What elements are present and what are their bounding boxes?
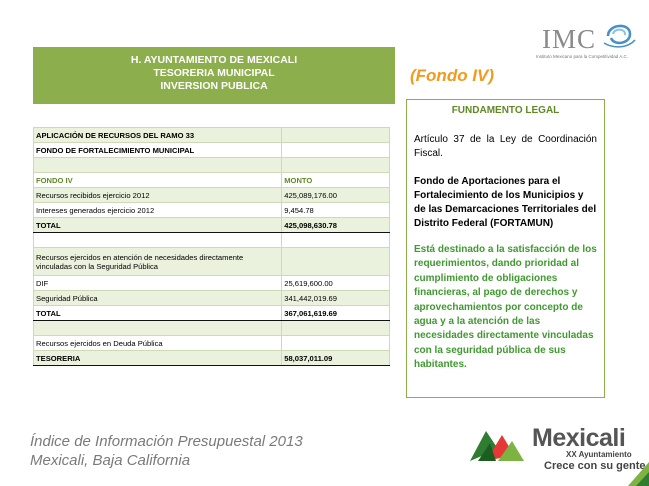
table-row (34, 291, 390, 306)
fundamento-destino: Está destinado a la satisfacción de los requerimientos, dando prioridad al cumplimiento de obligaciones financieras, al pago de derechos y aprovechamientos por concepto de agua y a la atención de las necesidades directamente vinculadas con la seguridad pública de sus habitantes. (414, 244, 597, 371)
table-header-monto: MONTO (282, 173, 390, 188)
mexicali-logo-name: Mexicali (532, 424, 626, 452)
table-cell-value: 58,037,011.09 (282, 351, 390, 366)
table-cell-value (282, 321, 390, 336)
imco-logo (532, 10, 638, 62)
footer-line-1: Índice de Información Presupuestal 2013 (30, 433, 303, 450)
fundamento-fondo: Fondo de Aportaciones para el Fortalecimiento de los Municipios y de las Demarcaciones Territoriales del Distrito Federal (FORTAMUN) (414, 176, 597, 229)
table-row (34, 128, 390, 143)
table-cell-label: DIF (34, 276, 282, 291)
imco-logo-subtitle: Instituto Mexicano para la Competitividad A.C. (536, 54, 629, 59)
table-row (34, 276, 390, 291)
table-cell-label: Recursos recibidos ejercicio 2012 (34, 188, 282, 203)
fundamento-articulo: Artículo 37 de la Ley de Coordinación Fiscal. (414, 134, 597, 159)
table-cell-label: Recursos ejercidos en atención de necesidades directamente vinculadas con la Seguridad Pública (34, 248, 282, 276)
table-total-row (34, 351, 390, 366)
table-cell-label (34, 321, 282, 336)
table-total-row (34, 218, 390, 233)
imco-logo-text: IMC (542, 24, 597, 54)
table-cell-label: Seguridad Pública (34, 291, 282, 306)
table-cell-value (282, 143, 390, 158)
banner-line-3: INVERSION PUBLICA (160, 80, 268, 92)
table-cell-label: FONDO DE FORTALECIMIENTO MUNICIPAL (34, 143, 282, 158)
table-row (34, 188, 390, 203)
table-header-row (34, 173, 390, 188)
fondo-title: (Fondo IV) (410, 66, 495, 85)
header-banner (33, 47, 395, 104)
table-total-row (34, 306, 390, 321)
table-cell-label: TOTAL (34, 306, 282, 321)
table-cell-label (34, 158, 282, 173)
imco-swirl-icon (602, 16, 636, 50)
table-cell-label: TOTAL (34, 218, 282, 233)
table-cell-value: 425,089,176.00 (282, 188, 390, 203)
mexicali-logo-ayuntamiento: XX Ayuntamiento (566, 450, 632, 459)
table-cell-value: 425,098,630.78 (282, 218, 390, 233)
banner-line-1: H. AYUNTAMIENTO DE MEXICALI (130, 54, 298, 66)
table-cell-label (34, 233, 282, 248)
table-cell-label: TESORERIA (34, 351, 282, 366)
mexicali-logo-slogan: Crece con su gente (544, 460, 646, 472)
table-cell-value: 367,061,619.69 (282, 306, 390, 321)
fundamento-title: FUNDAMENTO LEGAL (451, 105, 560, 116)
footer-text (30, 432, 303, 470)
table-cell-value (282, 128, 390, 143)
table-cell-value: 9,454.78 (282, 203, 390, 218)
banner-line-2: TESORERIA MUNICIPAL (153, 67, 275, 79)
table-cell-label: Intereses generados ejercicio 2012 (34, 203, 282, 218)
table-row (34, 143, 390, 158)
resources-table (33, 127, 390, 366)
table-cell-label: APLICACIÓN DE RECURSOS DEL RAMO 33 (34, 128, 282, 143)
table-row (34, 321, 390, 336)
table-cell-value (282, 336, 390, 351)
table-row (34, 248, 390, 276)
table-cell-value (282, 248, 390, 276)
fundamento-legal-box (406, 99, 605, 398)
table-cell-value (282, 233, 390, 248)
table-cell-label: Recursos ejercidos en Deuda Pública (34, 336, 282, 351)
table-cell-value (282, 158, 390, 173)
table-cell-value: 341,442,019.69 (282, 291, 390, 306)
corner-decoration-icon (628, 462, 649, 486)
table-header-fondo: FONDO IV (34, 173, 282, 188)
table-row (34, 203, 390, 218)
mexicali-logo-icon (468, 425, 526, 463)
table-row (34, 336, 390, 351)
table-row (34, 233, 390, 248)
table-row (34, 158, 390, 173)
table-cell-value: 25,619,600.00 (282, 276, 390, 291)
footer-line-2: Mexicali, Baja California (30, 452, 191, 469)
